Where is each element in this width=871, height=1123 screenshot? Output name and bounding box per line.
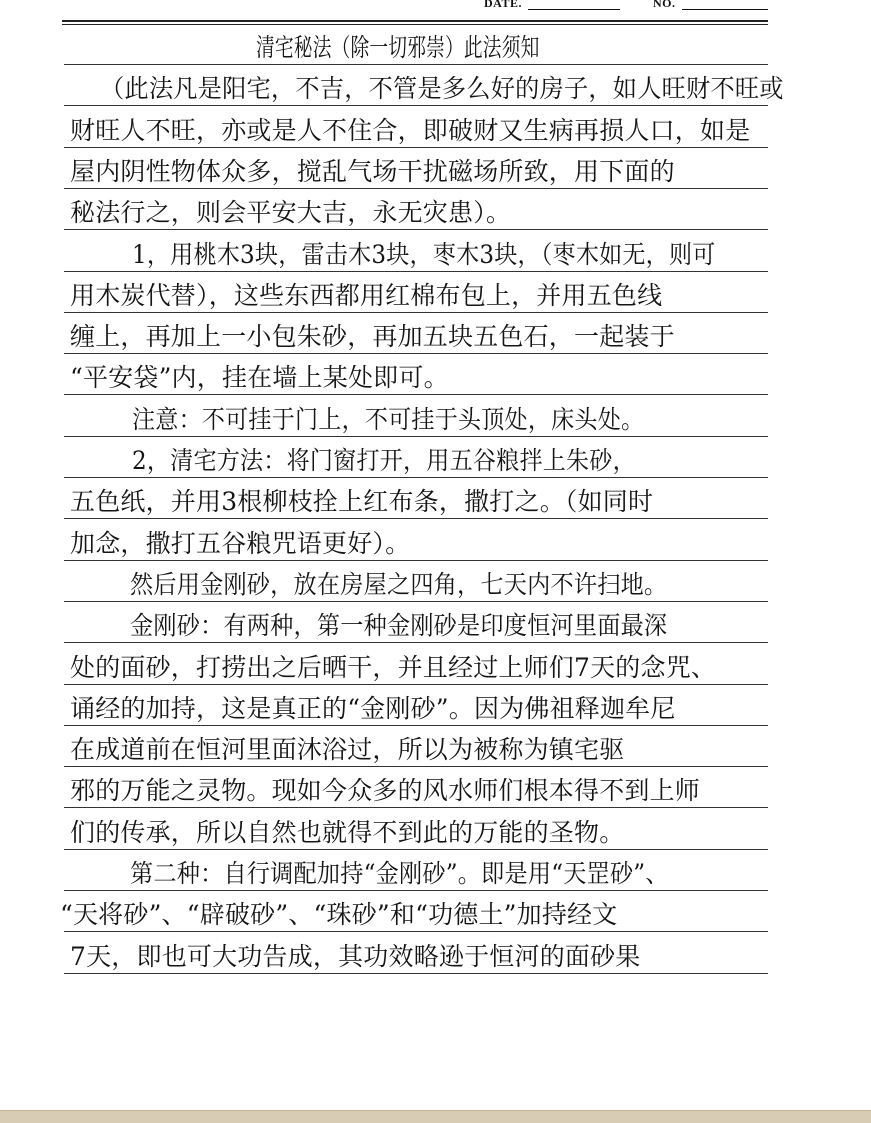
ruled-line xyxy=(64,849,768,850)
header-rule-thick xyxy=(62,20,768,22)
date-blank-line xyxy=(528,9,620,10)
text-line: 在成道前在恒河里面沐浴过，所以为被称为镇宅驱 xyxy=(70,735,625,765)
text-line: 秘法行之，则会平安大吉，永无灾患）。 xyxy=(70,198,512,228)
ruled-line xyxy=(64,766,768,767)
text-line: 加念，撒打五谷粮咒语更好）。 xyxy=(70,528,411,558)
ruled-line xyxy=(64,271,768,272)
text-line: 2，清宅方法：将门窗打开，用五谷粮拌上朱砂， xyxy=(132,446,636,475)
number-blank-line xyxy=(682,9,768,10)
ruled-line xyxy=(64,353,768,354)
ruled-line xyxy=(64,105,768,106)
ruled-line xyxy=(64,229,768,230)
text-line: 清宅秘法（除一切邪崇）此法须知 xyxy=(256,33,540,62)
header-rule-thin xyxy=(62,24,768,25)
text-line: 缠上，再加上一小包朱砂，再加五块五色石，一起装于 xyxy=(70,322,675,352)
date-label: DATE. xyxy=(484,0,522,10)
ruled-line xyxy=(64,64,768,65)
ruled-line xyxy=(64,807,768,808)
number-label: NO. xyxy=(653,0,676,10)
text-line: 1，用桃木3块，雷击木3块，枣木3块，（枣木如无，则可 xyxy=(132,239,716,269)
footer-band xyxy=(0,1111,871,1123)
ruled-line xyxy=(64,477,768,478)
ruled-line xyxy=(64,436,768,437)
text-line: 7天，即也可大功告成，其功效略逊于恒河的面砂果 xyxy=(70,941,641,971)
ruled-line xyxy=(64,147,768,148)
ruled-line xyxy=(64,931,768,932)
ruled-line xyxy=(64,973,768,974)
ruled-line xyxy=(64,601,768,602)
text-line: 们的传承，所以自然也就得不到此的万能的圣物。 xyxy=(70,817,625,847)
ruled-line xyxy=(64,312,768,313)
ruled-line xyxy=(64,518,768,519)
ruled-line xyxy=(64,188,768,189)
text-line: 金刚砂：有两种，第一种金刚砂是印度恒河里面最深 xyxy=(130,611,668,641)
text-line: 邪的万能之灵物。现如今众多的风水师们根本得不到上师 xyxy=(70,776,701,806)
page-header xyxy=(470,0,770,14)
ruled-line xyxy=(64,560,768,561)
text-line: 财旺人不旺，亦或是人不住合，即破财又生病再损人口，如是 xyxy=(70,115,751,145)
ruled-line xyxy=(64,394,768,395)
ruled-line xyxy=(64,725,768,726)
text-line: （此法凡是阳宅，不吉，不管是多么好的房子，如人旺财不旺或 xyxy=(100,74,784,104)
text-line: 诵经的加持，这是真正的“金刚砂”。因为佛祖释迦牟尼 xyxy=(70,693,676,723)
text-line: 屋内阴性物体众多，搅乱气场干扰磁场所致，用下面的 xyxy=(70,156,675,186)
ruled-line xyxy=(64,890,768,891)
text-line: 然后用金刚砂，放在房屋之四角，七天内不许扫地。 xyxy=(130,569,668,599)
text-line: 五色纸，并用3根柳枝拴上红布条，撒打之。（如同时 xyxy=(70,487,654,517)
text-line: 注意：不可挂于门上，不可挂于头顶处，床头处。 xyxy=(132,404,645,434)
text-line: “平安袋”内，挂在墙上某处即可。 xyxy=(70,363,449,393)
text-line: 用木炭代替），这些东西都用红棉布包上，并用五色线 xyxy=(70,280,663,310)
text-line: “天将砂”、“辟破砂”、“珠砂”和“功德土”加持经文 xyxy=(60,900,618,930)
ruled-line xyxy=(64,642,768,643)
text-line: 处的面砂，打捞出之后晒干，并且经过上师们7天的念咒、 xyxy=(70,652,717,682)
text-line: 第二种：自行调配加持“金刚砂”。即是用“天罡砂”、 xyxy=(130,859,669,888)
ruled-line xyxy=(64,684,768,685)
